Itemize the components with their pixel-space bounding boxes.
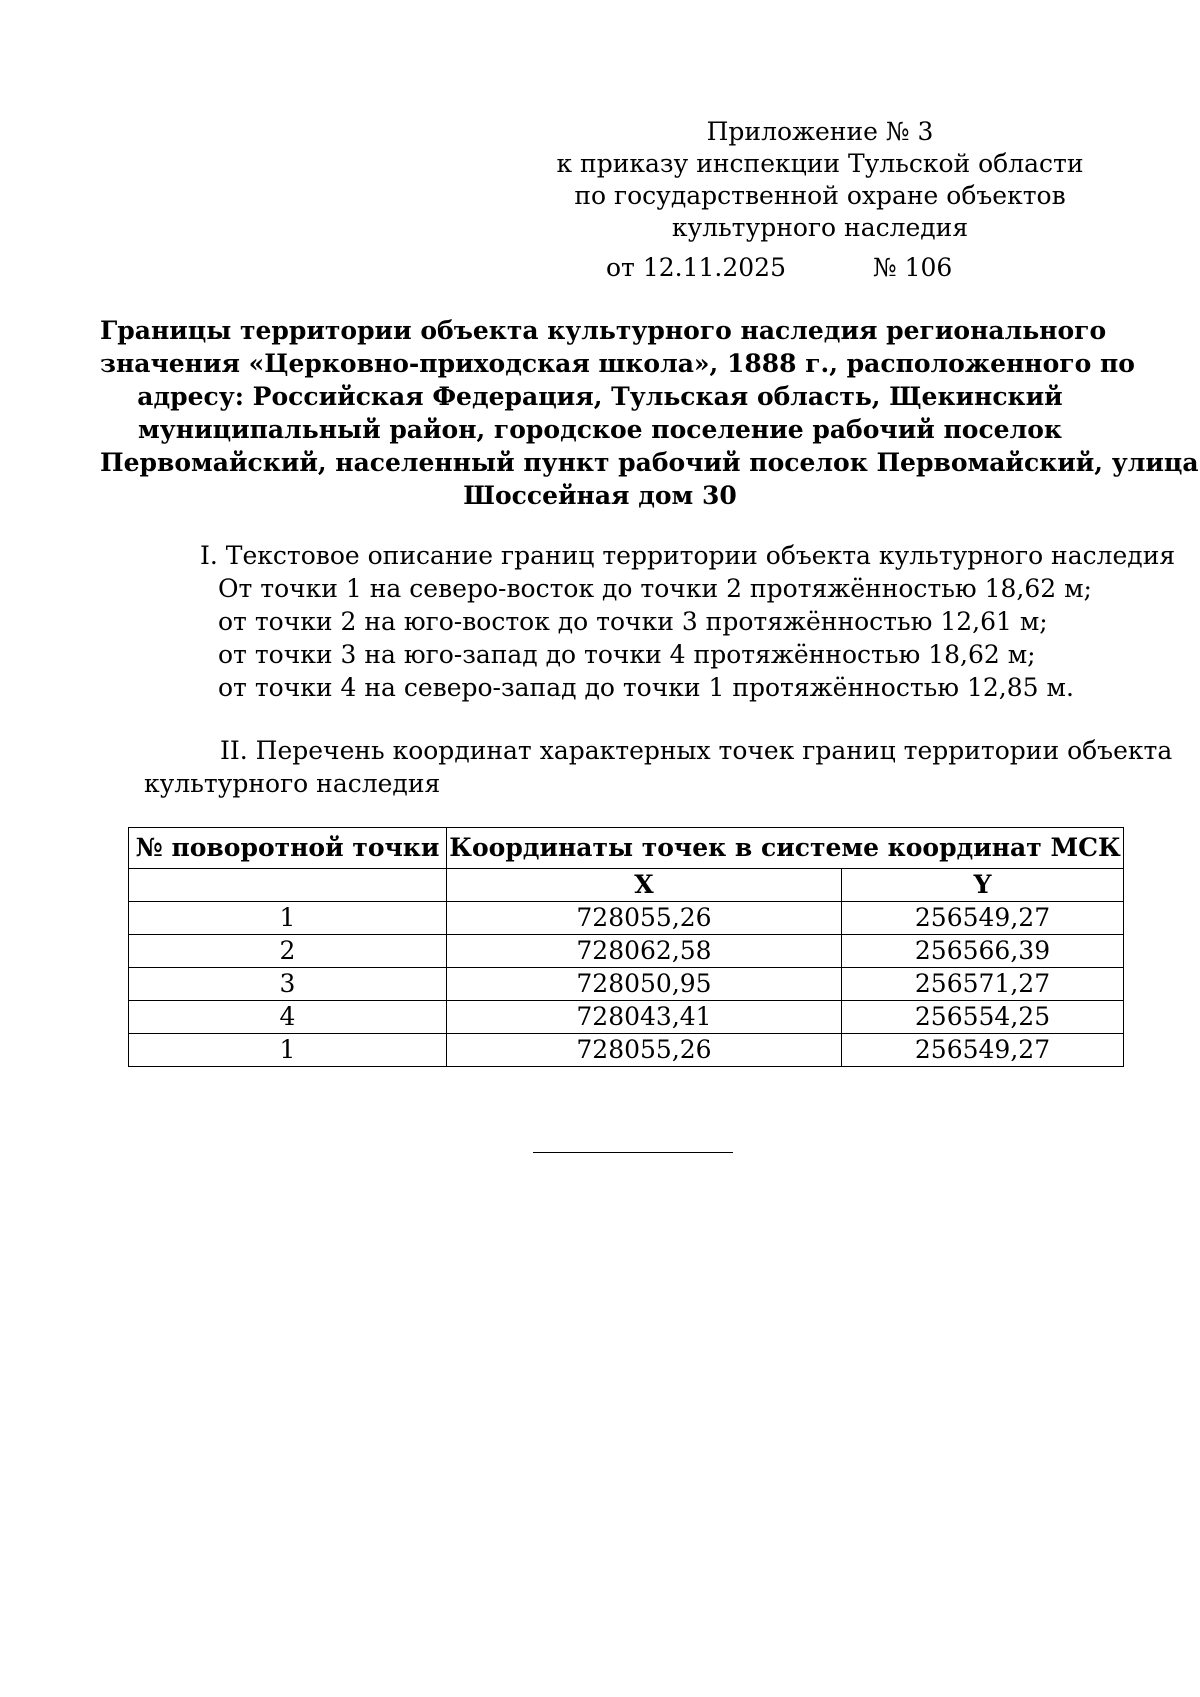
heading-line-2: значения «Церковно-приходская школа», 1888 г., расположенного по	[100, 349, 1135, 378]
x-cell: 728043,41	[447, 1001, 842, 1034]
heading-line-3: адресу: Российская Федерация, Тульская область, Щекинский	[137, 382, 1063, 411]
x-cell: 728055,26	[447, 1034, 842, 1067]
section1-point-2: от точки 2 на юго-восток до точки 3 протяжённостью 12,61 м;	[218, 607, 1048, 636]
y-cell: 256549,27	[842, 1034, 1124, 1067]
heading-line-5: Первомайский, населенный пункт рабочий поселок Первомайский, улица	[100, 448, 1199, 477]
appendix-title: Приложение № 3	[706, 117, 934, 146]
header-coordinates: Координаты точек в системе координат МСК	[447, 828, 1124, 869]
point-cell: 3	[129, 968, 447, 1001]
header-x: X	[447, 869, 842, 902]
y-cell: 256571,27	[842, 968, 1124, 1001]
y-cell: 256566,39	[842, 935, 1124, 968]
appendix-number: № 106	[873, 253, 953, 282]
section2-title-line-2: культурного наследия	[144, 769, 441, 798]
table-row	[129, 935, 1124, 968]
table-row	[129, 1034, 1124, 1067]
header-point-number: № поворотной точки	[129, 828, 447, 869]
subheader-empty-cell	[129, 869, 447, 902]
point-cell: 4	[129, 1001, 447, 1034]
x-cell: 728055,26	[447, 902, 842, 935]
appendix-heritage-line: культурного наследия	[671, 213, 969, 242]
x-cell: 728062,58	[447, 935, 842, 968]
appendix-inspection-line: по государственной охране объектов	[574, 181, 1066, 210]
appendix-date: от 12.11.2025	[606, 253, 786, 282]
table-row	[129, 1001, 1124, 1034]
section1-point-3: от точки 3 на юго-запад до точки 4 протяжённостью 18,62 м;	[218, 640, 1036, 669]
y-cell: 256549,27	[842, 902, 1124, 935]
y-cell: 256554,25	[842, 1001, 1124, 1034]
x-cell: 728050,95	[447, 968, 842, 1001]
section1-title: I. Текстовое описание границ территории объекта культурного наследия	[200, 541, 1176, 570]
section2-title-line-1: II. Перечень координат характерных точек границ территории объекта	[220, 736, 1173, 765]
table-row	[129, 968, 1124, 1001]
header-y: Y	[842, 869, 1124, 902]
heading-line-1: Границы территории объекта культурного наследия регионального	[100, 316, 1107, 345]
heading-line-6: Шоссейная дом 30	[463, 481, 737, 510]
table-header-row	[129, 828, 1124, 869]
point-cell: 1	[129, 1034, 447, 1067]
point-cell: 1	[129, 902, 447, 935]
closing-rule	[533, 1152, 733, 1153]
point-cell: 2	[129, 935, 447, 968]
section1-point-1: От точки 1 на северо-восток до точки 2 протяжённостью 18,62 м;	[218, 574, 1092, 603]
section1-point-4: от точки 4 на северо-запад до точки 1 протяжённостью 12,85 м.	[218, 673, 1074, 702]
heading-line-4: муниципальный район, городское поселение рабочий поселок	[138, 415, 1062, 444]
coordinates-table	[128, 827, 1124, 1067]
appendix-order-line: к приказу инспекции Тульской области	[556, 149, 1084, 178]
table-row	[129, 902, 1124, 935]
table-subheader-row	[129, 869, 1124, 902]
